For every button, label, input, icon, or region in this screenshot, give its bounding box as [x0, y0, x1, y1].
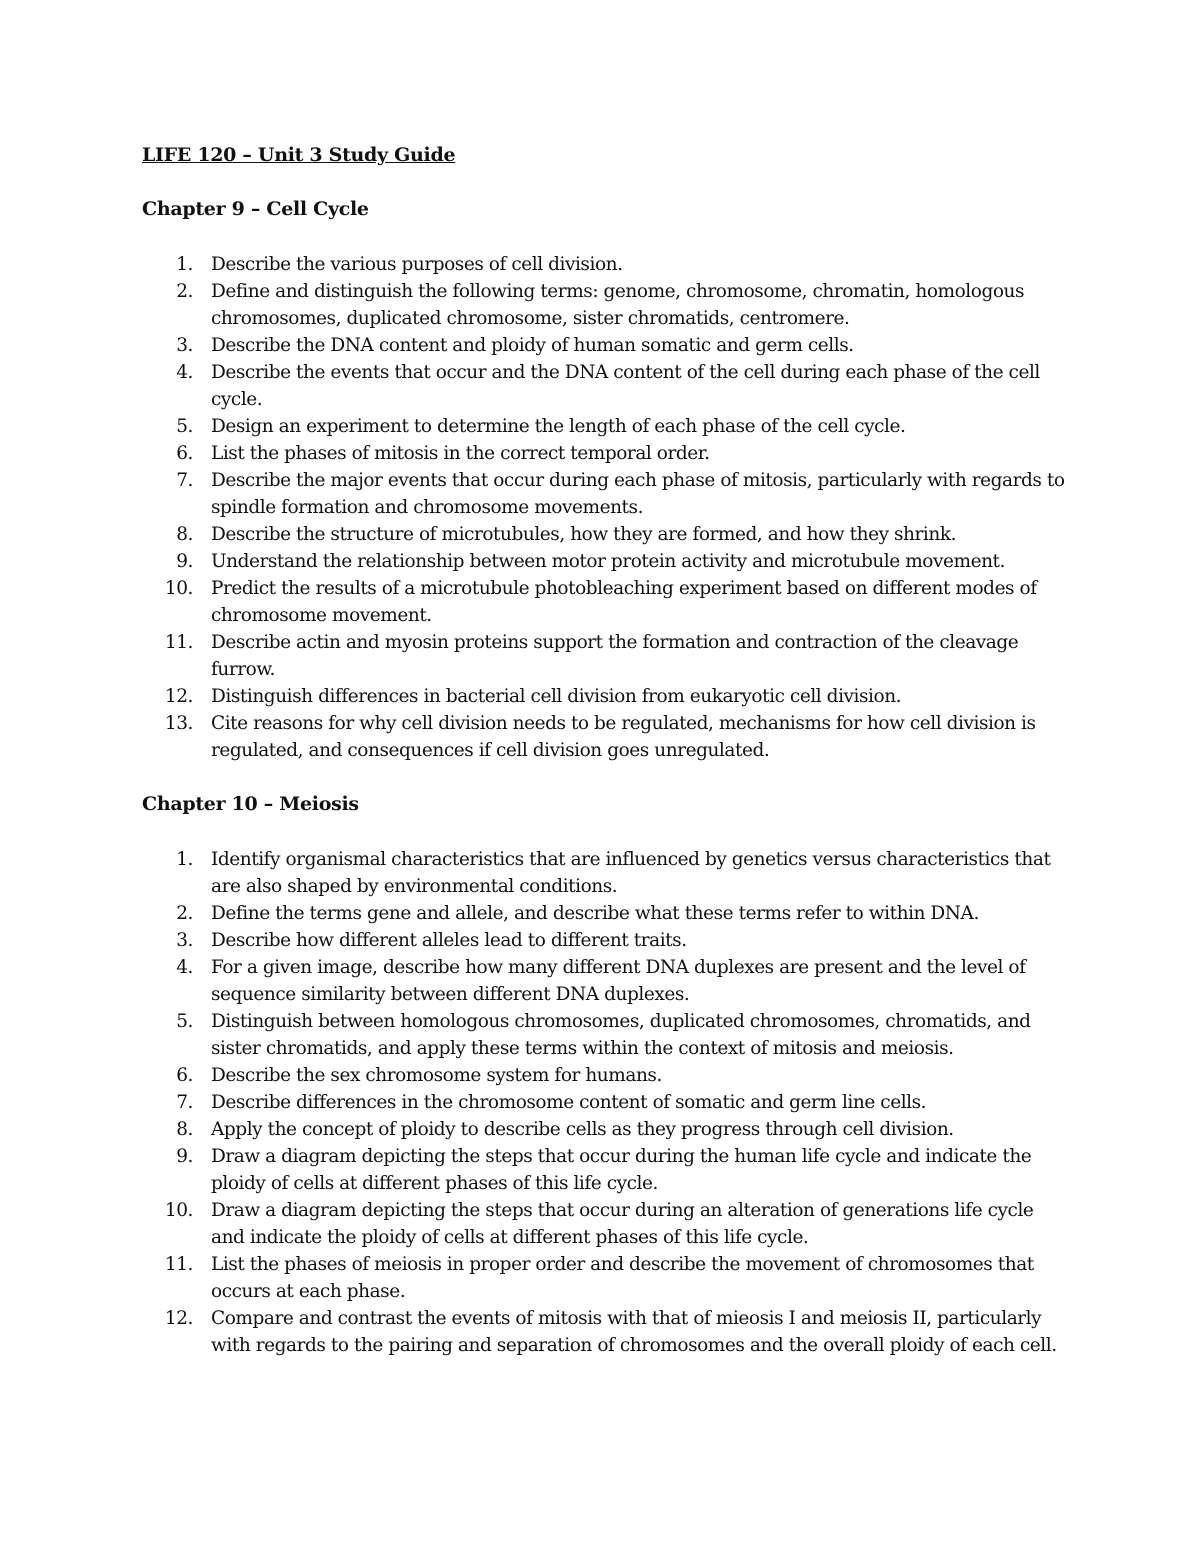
list-item-number: 1.: [176, 849, 193, 870]
list-item-text: Draw a diagram depicting the steps that occur during an alteration of generations life cycle and indicate the ploidy of cells at different phases of this life cycle.: [211, 1200, 1034, 1248]
list-item-number: 11.: [164, 1254, 193, 1275]
list-item-text: Define the terms gene and allele, and describe what these terms refer to within DNA.: [211, 903, 979, 924]
chapter-9-objectives-list: [0, 251, 1200, 764]
list-item-text: Distinguish differences in bacterial cell division from eukaryotic cell division.: [211, 686, 902, 707]
list-item-number: 4.: [176, 957, 193, 978]
list-item: [0, 1143, 1071, 1197]
list-item-number: 12.: [164, 1308, 193, 1329]
list-item-number: 3.: [176, 335, 193, 356]
list-item-text: List the phases of mitosis in the correct temporal order.: [211, 443, 710, 464]
list-item: [0, 548, 1071, 575]
list-item: [0, 1116, 1071, 1143]
list-item: [0, 1197, 1071, 1251]
list-item: [0, 278, 1071, 332]
list-item-text: Cite reasons for why cell division needs to be regulated, mechanisms for how cell division is regulated, and consequences if cell division goes unregulated.: [211, 713, 1036, 761]
list-item: [0, 846, 1071, 900]
list-item-text: Describe the various purposes of cell division.: [211, 254, 623, 275]
list-item-number: 4.: [176, 362, 193, 383]
list-item-text: Describe actin and myosin proteins support the formation and contraction of the cleavage furrow.: [211, 632, 1019, 680]
list-item-number: 10.: [164, 1200, 193, 1221]
list-item-number: 6.: [176, 443, 193, 464]
list-item-text: Define and distinguish the following terms: genome, chromosome, chromatin, homologous chromosomes, duplicated chromosome, sister chromatids, centromere.: [211, 281, 1025, 329]
list-item-text: Design an experiment to determine the length of each phase of the cell cycle.: [211, 416, 906, 437]
list-item: [0, 1089, 1071, 1116]
list-item-text: For a given image, describe how many different DNA duplexes are present and the level of sequence similarity between different DNA duplexes.: [211, 957, 1026, 1005]
list-item-text: Describe the events that occur and the DNA content of the cell during each phase of the cell cycle.: [211, 362, 1040, 410]
list-item-number: 2.: [176, 903, 193, 924]
list-item-number: 5.: [176, 1011, 193, 1032]
list-item: [0, 575, 1071, 629]
list-item: [0, 954, 1071, 1008]
list-item-number: 11.: [164, 632, 193, 653]
list-item-number: 12.: [164, 686, 193, 707]
list-item: [0, 629, 1071, 683]
chapter-9-heading: Chapter 9 – Cell Cycle: [142, 198, 369, 220]
list-item: [0, 440, 1071, 467]
list-item-text: Distinguish between homologous chromosomes, duplicated chromosomes, chromatids, and sister chromatids, and apply these terms within the context of mitosis and meiosis.: [211, 1011, 1031, 1059]
list-item: [0, 1251, 1071, 1305]
list-item: [0, 900, 1071, 927]
list-item-number: 1.: [176, 254, 193, 275]
list-item-text: Compare and contrast the events of mitosis with that of mieosis I and meiosis II, particularly with regards to the pairing and separation of chromosomes and the overall ploidy of each cell.: [211, 1308, 1057, 1356]
list-item: [0, 1062, 1071, 1089]
list-item-number: 7.: [176, 1092, 193, 1113]
list-item-number: 9.: [176, 551, 193, 572]
list-item: [0, 251, 1071, 278]
list-item-number: 2.: [176, 281, 193, 302]
list-item-number: 13.: [164, 713, 193, 734]
list-item: [0, 413, 1071, 440]
chapter-10-objectives-list: [0, 846, 1200, 1359]
list-item-text: Describe the structure of microtubules, how they are formed, and how they shrink.: [211, 524, 957, 545]
list-item: [0, 521, 1071, 548]
list-item-number: 7.: [176, 470, 193, 491]
list-item: [0, 467, 1071, 521]
list-item-text: Describe the sex chromosome system for humans.: [211, 1065, 662, 1086]
list-item-text: Identify organismal characteristics that are influenced by genetics versus characteristics that are also shaped by environmental conditions.: [211, 849, 1051, 897]
list-item-text: Apply the concept of ploidy to describe cells as they progress through cell division.: [211, 1119, 954, 1140]
list-item: [0, 332, 1071, 359]
list-item-text: Understand the relationship between motor protein activity and microtubule movement.: [211, 551, 1005, 572]
list-item: [0, 683, 1071, 710]
list-item-number: 9.: [176, 1146, 193, 1167]
list-item-text: Describe the DNA content and ploidy of human somatic and germ cells.: [211, 335, 854, 356]
chapter-10-heading: Chapter 10 – Meiosis: [142, 793, 359, 815]
list-item: [0, 359, 1071, 413]
list-item-number: 10.: [164, 578, 193, 599]
list-item-text: Describe how different alleles lead to different traits.: [211, 930, 687, 951]
list-item-number: 5.: [176, 416, 193, 437]
list-item: [0, 1008, 1071, 1062]
list-item-number: 8.: [176, 1119, 193, 1140]
list-item: [0, 710, 1071, 764]
list-item-text: Describe the major events that occur during each phase of mitosis, particularly with regards to spindle formation and chromosome movements.: [211, 470, 1065, 518]
list-item-number: 8.: [176, 524, 193, 545]
list-item-text: Predict the results of a microtubule photobleaching experiment based on different modes of chromosome movement.: [211, 578, 1037, 626]
list-item-text: List the phases of meiosis in proper order and describe the movement of chromosomes that occurs at each phase.: [211, 1254, 1034, 1302]
list-item-text: Describe differences in the chromosome content of somatic and germ line cells.: [211, 1092, 927, 1113]
list-item: [0, 1305, 1071, 1359]
document-title: LIFE 120 – Unit 3 Study Guide: [142, 144, 456, 166]
list-item-text: Draw a diagram depicting the steps that occur during the human life cycle and indicate the ploidy of cells at different phases of this life cycle.: [211, 1146, 1032, 1194]
list-item-number: 6.: [176, 1065, 193, 1086]
list-item-number: 3.: [176, 930, 193, 951]
list-item: [0, 927, 1071, 954]
